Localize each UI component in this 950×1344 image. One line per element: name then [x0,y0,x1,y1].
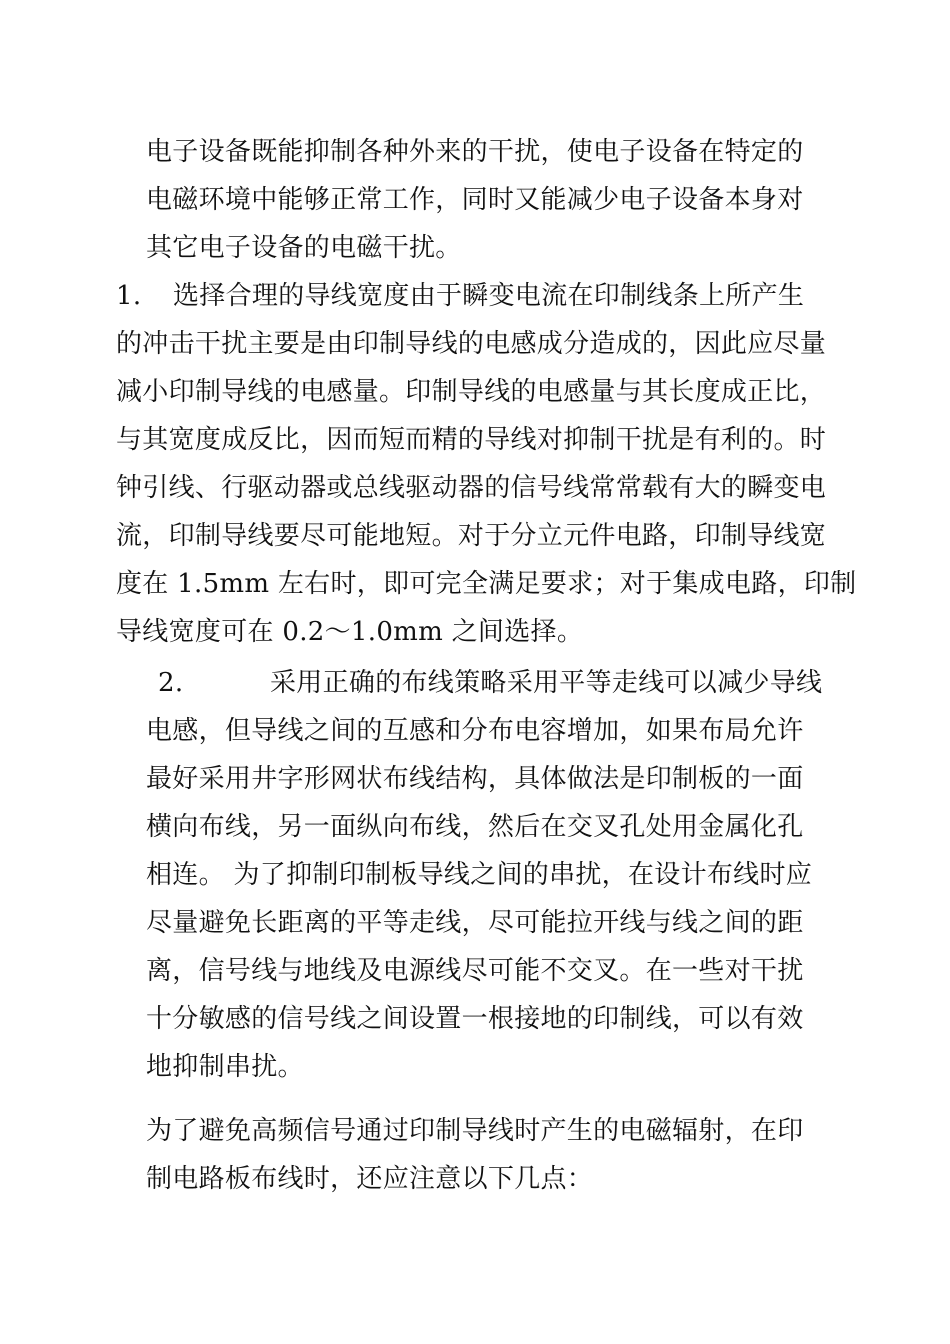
list-item-line: 度在 1.5mm 左右时，即可完全满足要求；对于集成电路，印制 [116,569,857,599]
list-item-line: 采用正确的布线策略采用平等走线可以减少导线 [270,668,823,698]
list-item-number: 2. [158,668,184,698]
closing-line: 为了避免高频信号通过印制导线时产生的电磁辐射，在印 [146,1116,804,1146]
list-item-line: 钟引线、行驱动器或总线驱动器的信号线常常载有大的瞬变电 [116,473,827,503]
list-item-line: 选择合理的导线宽度由于瞬变电流在印制线条上所产生 [173,281,805,311]
intro-line: 电磁环境中能够正常工作，同时又能减少电子设备本身对 [146,185,804,215]
intro-line: 其它电子设备的电磁干扰。 [146,233,462,263]
list-item-line: 尽量避免长距离的平等走线，尽可能拉开线与线之间的距 [146,908,804,938]
list-item-line: 与其宽度成反比，因而短而精的导线对抑制干扰是有利的。时 [116,425,827,455]
list-item-line: 最好采用井字形网状布线结构，具体做法是印制板的一面 [146,764,804,794]
closing-line: 制电路板布线时，还应注意以下几点： [146,1164,594,1194]
list-item-line: 离，信号线与地线及电源线尽可能不交叉。在一些对干扰 [146,956,804,986]
intro-line: 电子设备既能抑制各种外来的干扰，使电子设备在特定的 [146,137,804,167]
list-item-line: 导线宽度可在 0.2～1.0mm 之间选择。 [116,617,584,647]
list-item-number: 1. [116,281,142,311]
list-item-line: 相连。 为了抑制印制板导线之间的串扰，在设计布线时应 [146,860,813,890]
list-item-line: 横向布线，另一面纵向布线，然后在交叉孔处用金属化孔 [146,812,804,842]
list-item-line: 的冲击干扰主要是由印制导线的电感成分造成的，因此应尽量 [116,329,827,359]
list-item-line: 减小印制导线的电感量。印制导线的电感量与其长度成正比， [116,377,827,407]
list-item-line: 十分敏感的信号线之间设置一根接地的印制线，可以有效 [146,1004,804,1034]
list-item-line: 地抑制串扰。 [146,1052,304,1082]
list-item-line: 电感，但导线之间的互感和分布电容增加，如果布局允许 [146,716,804,746]
list-item-line: 流，印制导线要尽可能地短。对于分立元件电路，印制导线宽 [116,521,827,551]
